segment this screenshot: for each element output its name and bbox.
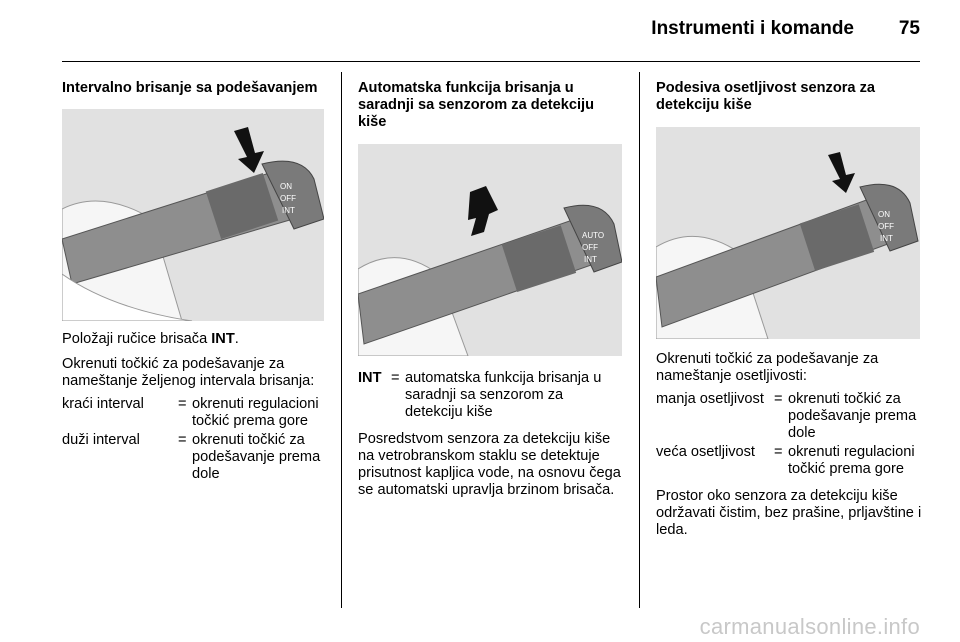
definition-term: duži interval [62,432,140,448]
equals-sign: = [178,396,187,412]
stalk-label-on: ON [878,210,890,219]
definition-row [358,370,623,421]
definition-term: manja osetljivost [656,391,764,407]
stalk-label-int: INT [584,255,597,264]
definition-value: okrenuti regulacioni točkić prema gore [192,396,319,429]
down-arrow-icon [234,127,264,173]
stalk-label-int: INT [282,206,295,215]
definition-list [62,396,324,483]
watermark: carmanualsonline.info [699,614,920,639]
definition-value: automatska funkcija brisanja u saradnji sa senzorom za detekciju kiše [405,370,602,420]
definition-row [62,396,324,430]
definition-list [358,370,623,421]
body-paragraph: Prostor oko senzora za detekciju kiše održavati čistim, bez prašine, prljavštine i leda. [656,488,922,538]
body-paragraph: Posredstvom senzora za detekciju kiše na vetrobranskom staklu se detektuje prisutnost kapljica vode, na osnovu čega se automatski upravlja brzinom brisača. [358,431,621,498]
definition-value: okrenuti točkić za podešavanje prema dole [192,432,321,482]
definition-row [656,444,922,478]
section-heading: Podesiva osetljivost senzora za detekciju kiše [656,80,875,113]
definition-term: INT [358,370,382,386]
equals-sign: = [774,444,783,460]
column-divider [341,72,342,608]
stalk-drawing [656,127,920,339]
section-title: Instrumenti i komande [651,18,854,39]
section-heading: Automatska funkcija brisanja u saradnji sa senzorom za detekciju kiše [358,80,595,130]
section-heading: Intervalno brisanje sa podešavanjem [62,80,318,96]
caption-text: Položaji ručice brisača [62,331,212,347]
page-header [62,0,920,62]
column-automatic-wiping [358,72,623,499]
definition-row [62,432,324,483]
figure-caption [62,331,324,348]
caption-bold: INT [211,331,235,347]
column-sensor-sensitivity [656,72,922,539]
wiper-stalk-illustration [656,127,920,339]
wiper-stalk-illustration [358,144,622,356]
definition-row [656,391,922,442]
stalk-label-off: OFF [280,194,296,203]
stalk-drawing [62,109,324,321]
definition-term: veća osetljivost [656,444,755,460]
page-number: 75 [898,18,920,39]
stalk-drawing [358,144,622,356]
definition-term: kraći interval [62,396,144,412]
up-arrow-icon [468,186,498,236]
stalk-label-off: OFF [582,243,598,252]
stalk-label-off: OFF [878,222,894,231]
stalk-label-on: ON [280,182,292,191]
equals-sign: = [178,432,187,448]
caption-end: . [234,331,239,347]
definition-value: okrenuti regulacioni točkić prema gore [788,444,915,477]
column-divider [639,72,640,608]
equals-sign: = [774,391,783,407]
definition-value: okrenuti točkić za podešavanje prema dole [788,391,917,441]
definition-list [656,391,922,478]
wiper-stalk-illustration [62,109,324,321]
down-arrow-icon [828,152,855,193]
equals-sign: = [391,370,400,386]
intro-paragraph: Okrenuti točkić za podešavanje za nameštanje željenog intervala brisanja: [62,356,315,389]
stalk-label-auto: AUTO [582,231,605,240]
intro-paragraph: Okrenuti točkić za podešavanje za nameštanje osetljivosti: [656,351,879,384]
stalk-label-int: INT [880,234,893,243]
column-interval-wiping [62,72,324,485]
